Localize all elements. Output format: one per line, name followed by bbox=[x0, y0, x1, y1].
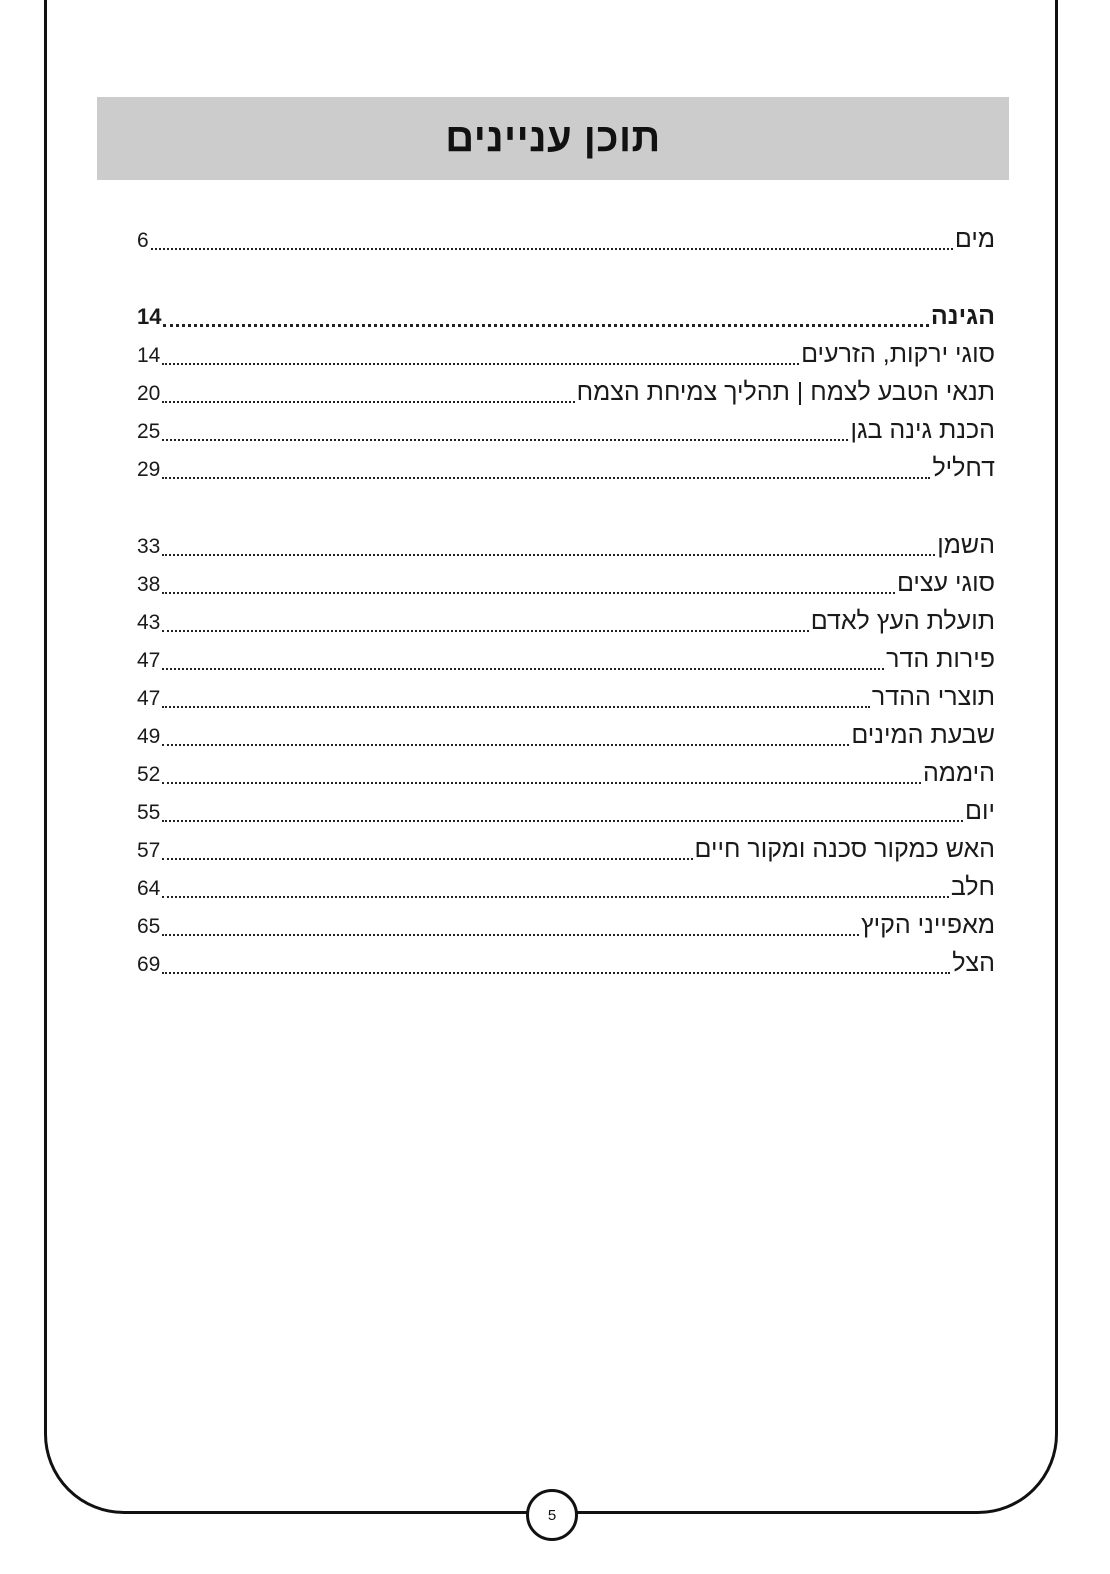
toc-entry[interactable] bbox=[137, 640, 995, 678]
toc-entry-title: הכנת גינה בגן bbox=[850, 416, 995, 444]
toc-entry-page: 6 bbox=[137, 229, 149, 252]
table-of-contents bbox=[137, 220, 995, 982]
toc-entry[interactable] bbox=[137, 220, 995, 258]
toc-entry[interactable] bbox=[137, 564, 995, 602]
toc-entry-page: 47 bbox=[137, 687, 161, 710]
toc-entry-title: תנאי הטבע לצמח | תהליך צמיחת הצמח bbox=[576, 378, 995, 406]
toc-entry[interactable] bbox=[137, 906, 995, 944]
toc-dot-leader bbox=[163, 324, 928, 327]
toc-entry[interactable] bbox=[137, 678, 995, 716]
toc-entry[interactable] bbox=[137, 297, 995, 335]
toc-dot-leader bbox=[162, 630, 808, 632]
toc-dot-leader bbox=[162, 858, 692, 860]
toc-entry-page: 38 bbox=[137, 573, 161, 596]
toc-entry-title: האש כמקור סכנה ומקור חיים bbox=[694, 835, 995, 863]
toc-dot-leader bbox=[162, 477, 930, 479]
toc-dot-leader bbox=[162, 439, 848, 441]
toc-entry[interactable] bbox=[137, 411, 995, 449]
toc-dot-leader bbox=[162, 972, 950, 974]
toc-entry-page: 69 bbox=[137, 953, 161, 976]
toc-entry-page: 52 bbox=[137, 763, 161, 786]
toc-entry[interactable] bbox=[137, 335, 995, 373]
toc-entry-title: חלב bbox=[950, 873, 995, 901]
toc-entry-title: השמן bbox=[937, 531, 995, 559]
toc-dot-leader bbox=[162, 934, 859, 936]
toc-entry-page: 55 bbox=[137, 801, 161, 824]
toc-entry[interactable] bbox=[137, 868, 995, 906]
toc-entry-page: 43 bbox=[137, 611, 161, 634]
page-title: תוכן עניינים bbox=[445, 116, 661, 160]
title-bar bbox=[97, 97, 1009, 180]
page-number-badge bbox=[526, 1489, 578, 1541]
toc-dot-leader bbox=[151, 248, 953, 250]
toc-dot-leader bbox=[162, 554, 935, 556]
toc-entry-page: 14 bbox=[137, 304, 162, 329]
toc-entry-page: 65 bbox=[137, 915, 161, 938]
toc-dot-leader bbox=[162, 592, 895, 594]
toc-entry-page: 47 bbox=[137, 649, 161, 672]
toc-dot-leader bbox=[162, 401, 574, 403]
toc-entry-page: 14 bbox=[137, 344, 161, 367]
toc-entry[interactable] bbox=[137, 449, 995, 487]
toc-entry-title: מים bbox=[954, 225, 995, 253]
toc-entry-title: פירות הדר bbox=[886, 645, 995, 673]
toc-entry-title: הגינה bbox=[930, 302, 995, 330]
toc-entry-title: יום bbox=[965, 797, 995, 825]
toc-entry[interactable] bbox=[137, 602, 995, 640]
toc-dot-leader bbox=[162, 820, 963, 822]
toc-entry-page: 64 bbox=[137, 877, 161, 900]
toc-entry[interactable] bbox=[137, 373, 995, 411]
toc-dot-leader bbox=[162, 896, 948, 898]
toc-entry-title: הצל bbox=[952, 949, 995, 977]
toc-dot-leader bbox=[162, 744, 849, 746]
toc-entry-title: תועלת העץ לאדם bbox=[810, 607, 995, 635]
toc-entry-page: 33 bbox=[137, 535, 161, 558]
toc-entry-page: 57 bbox=[137, 839, 161, 862]
toc-entry-title: מאפייני הקיץ bbox=[861, 911, 995, 939]
toc-entry[interactable] bbox=[137, 792, 995, 830]
toc-entry-page: 20 bbox=[137, 382, 161, 405]
toc-entry[interactable] bbox=[137, 830, 995, 868]
toc-entry[interactable] bbox=[137, 754, 995, 792]
toc-dot-leader bbox=[162, 706, 870, 708]
toc-entry-title: שבעת המינים bbox=[851, 721, 995, 749]
toc-dot-leader bbox=[162, 668, 884, 670]
page-number: 5 bbox=[547, 1506, 557, 1524]
toc-entry[interactable] bbox=[137, 526, 995, 564]
toc-entry[interactable] bbox=[137, 716, 995, 754]
toc-entry-page: 29 bbox=[137, 458, 161, 481]
toc-entry-title: סוגי עצים bbox=[896, 569, 995, 597]
toc-dot-leader bbox=[162, 782, 921, 784]
toc-entry-title: היממה bbox=[922, 759, 995, 787]
toc-entry-title: סוגי ירקות, הזרעים bbox=[801, 340, 995, 368]
toc-entry-page: 49 bbox=[137, 725, 161, 748]
toc-entry-title: תוצרי ההדר bbox=[871, 683, 995, 711]
toc-entry-title: דחליל bbox=[932, 454, 995, 482]
toc-entry[interactable] bbox=[137, 944, 995, 982]
toc-dot-leader bbox=[162, 363, 799, 365]
toc-entry-page: 25 bbox=[137, 420, 161, 443]
